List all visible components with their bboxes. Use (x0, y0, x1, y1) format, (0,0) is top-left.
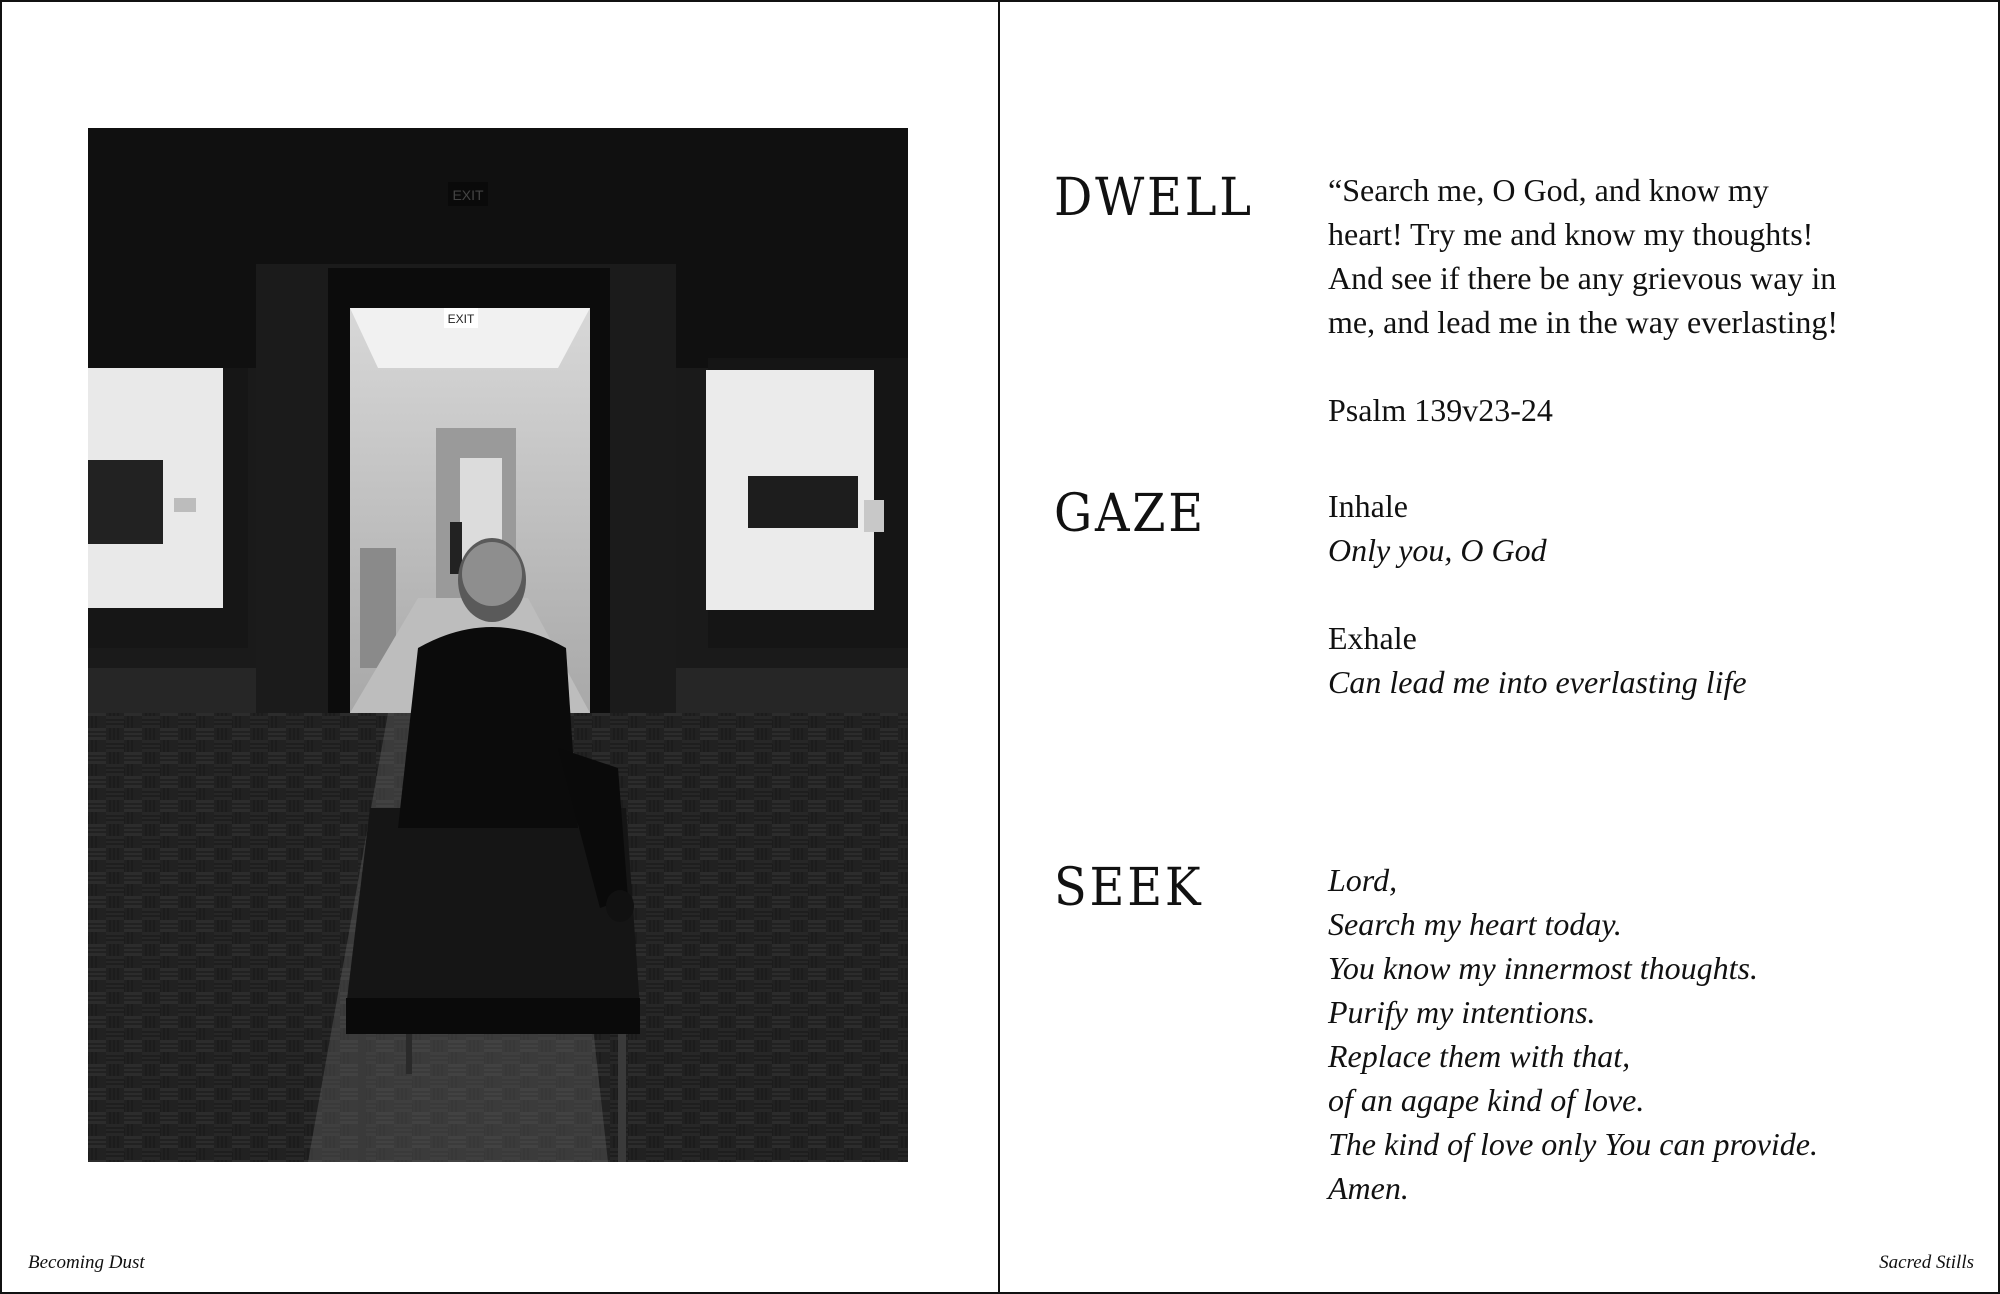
gaze-body (1328, 484, 1888, 704)
exhale-label: Exhale (1328, 620, 1417, 656)
dwell-heading: DWELL (1054, 168, 1254, 228)
scripture-quote-line: “Search me, O God, and know my (1328, 172, 1769, 208)
exit-sign-near: EXIT (447, 312, 475, 326)
exit-sign-far: EXIT (452, 187, 484, 203)
prayer-line: Search my heart today. (1328, 906, 1622, 942)
scripture-quote-line: me, and lead me in the way everlasting! (1328, 304, 1839, 340)
prayer-line: Lord, (1328, 862, 1398, 898)
left-page (0, 0, 998, 1294)
inhale-text: Only you, O God (1328, 532, 1547, 568)
museum-photo (88, 128, 908, 1162)
photo-illustration (88, 128, 908, 1162)
footer-book-title: Becoming Dust (28, 1252, 145, 1273)
dwell-body (1328, 168, 1888, 432)
prayer-line: Replace them with that, (1328, 1038, 1631, 1074)
inhale-label: Inhale (1328, 488, 1408, 524)
right-page (1000, 0, 2000, 1294)
seek-body (1328, 858, 1888, 1210)
seek-heading: SEEK (1054, 858, 1204, 918)
scripture-reference: Psalm 139v23-24 (1328, 392, 1553, 428)
prayer-line: The kind of love only You can provide. (1328, 1126, 1818, 1162)
exhale-text: Can lead me into everlasting life (1328, 664, 1747, 700)
prayer-line: of an agape kind of love. (1328, 1082, 1645, 1118)
scripture-quote-line: heart! Try me and know my thoughts! (1328, 216, 1814, 252)
prayer-line: Amen. (1328, 1170, 1409, 1206)
prayer-line: Purify my intentions. (1328, 994, 1596, 1030)
gaze-heading: GAZE (1054, 484, 1206, 544)
scripture-quote-line: And see if there be any grievous way in (1328, 260, 1837, 296)
footer-series-title: Sacred Stills (1879, 1252, 1974, 1273)
prayer-line: You know my innermost thoughts. (1328, 950, 1758, 986)
